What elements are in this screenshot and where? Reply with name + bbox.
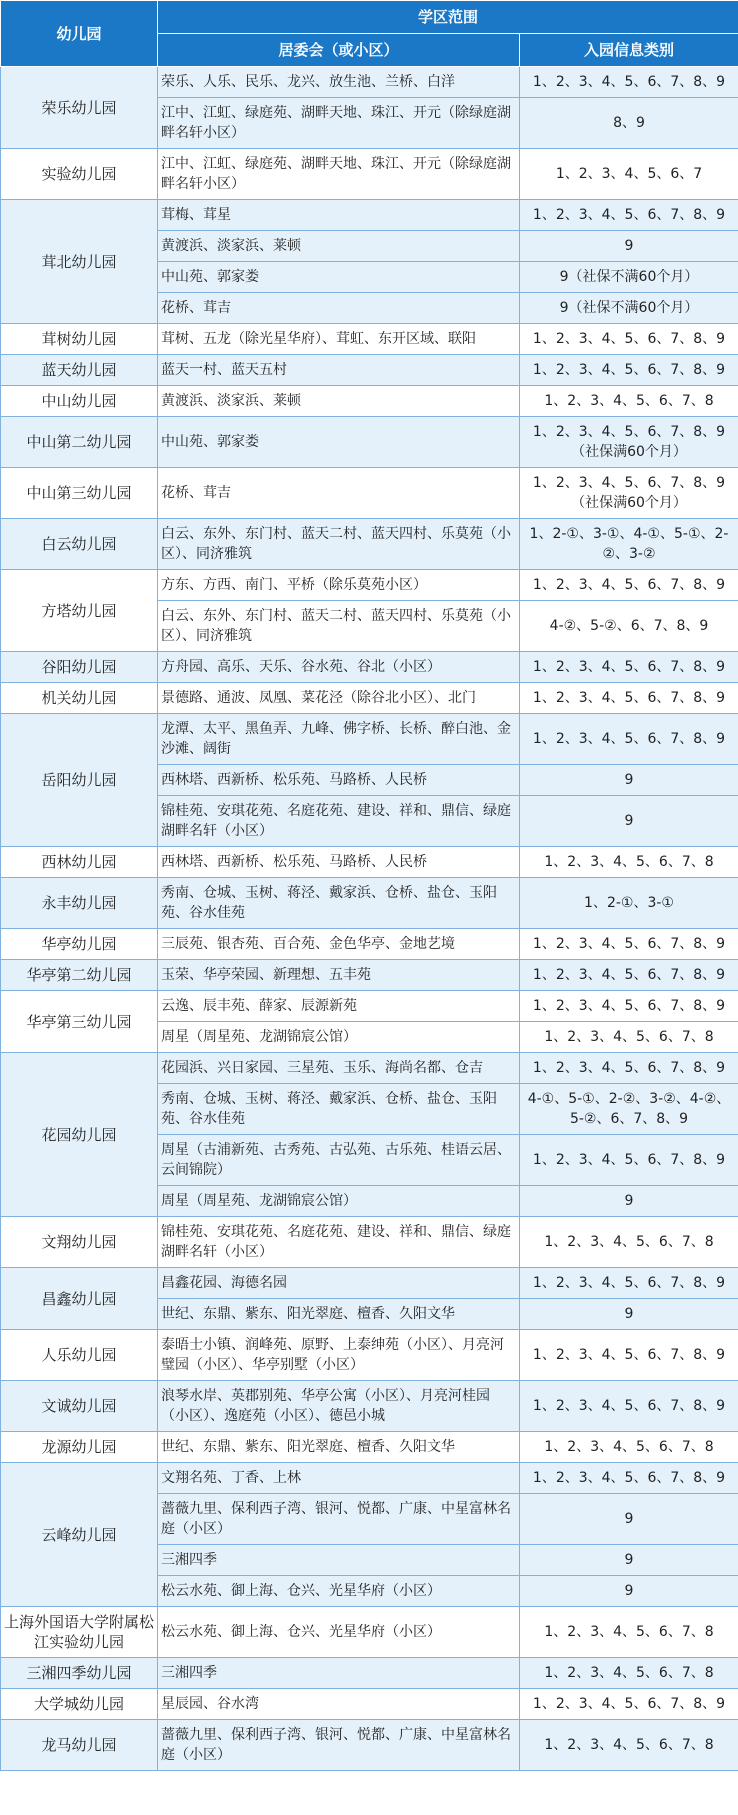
kindergarten-group [1,1720,738,1771]
table-row [1,1689,738,1720]
kindergarten-name: 文翔幼儿园 [1,1217,158,1268]
table-row [1,847,738,878]
category-cell: 1、2、3、4、5、6、7、8 [520,1607,738,1658]
table-row [1,67,738,98]
kindergarten-name: 茸北幼儿园 [1,200,158,324]
category-cell: 9 [520,1576,738,1607]
table-row [1,960,738,991]
kindergarten-group [1,1330,738,1381]
table-row [1,355,738,386]
category-cell: 8、9 [520,98,738,149]
category-cell: 1、2、3、4、5、6、7、8、9 [520,1268,738,1299]
community-cell: 三湘四季 [158,1545,520,1576]
kindergarten-group [1,847,738,878]
table-row [1,1607,738,1658]
community-cell: 西林塔、西新桥、松乐苑、马路桥、人民桥 [158,847,520,878]
community-cell: 周星（周星苑、龙湖锦宸公馆） [158,1022,520,1053]
community-cell: 玉荣、华亭荣园、新理想、五丰苑 [158,960,520,991]
category-cell: 4-②、5-②、6、7、8、9 [520,601,738,652]
kindergarten-name: 上海外国语大学附属松江实验幼儿园 [1,1607,158,1658]
category-cell: 1、2、3、4、5、6、7、8 [520,1432,738,1463]
kindergarten-group [1,386,738,417]
category-cell: 1、2、3、4、5、6、7、8 [520,1720,738,1771]
kindergarten-group [1,200,738,324]
community-cell: 蓝天一村、蓝天五村 [158,355,520,386]
community-cell: 白云、东外、东门村、蓝天二村、蓝天四村、乐莫苑（小区）、同济雅筑 [158,519,520,570]
category-cell: 1、2、3、4、5、6、7 [520,149,738,200]
kindergarten-group [1,683,738,714]
kindergarten-name: 中山幼儿园 [1,386,158,417]
community-cell: 蔷薇九里、保利西子湾、银河、悦都、广康、中星富林名庭（小区） [158,1494,520,1545]
kindergarten-name: 花园幼儿园 [1,1053,158,1217]
header-community: 居委会（或小区） [158,34,520,67]
kindergarten-name: 人乐幼儿园 [1,1330,158,1381]
table-row [1,570,738,601]
category-cell: 1、2、3、4、5、6、7、8、9 [520,67,738,98]
community-cell: 云逸、辰丰苑、薛家、辰源新苑 [158,991,520,1022]
category-cell: 9（社保不满60个月） [520,262,738,293]
community-cell: 三湘四季 [158,1658,520,1689]
table-row [1,929,738,960]
table-row [1,386,738,417]
community-cell: 黄渡浜、淡家浜、莱顿 [158,231,520,262]
category-cell: 1、2、3、4、5、6、7、8 [520,1022,738,1053]
community-cell: 花桥、茸吉 [158,468,520,519]
kindergarten-name: 蓝天幼儿园 [1,355,158,386]
table-row [1,324,738,355]
table-row [1,1381,738,1432]
community-cell: 白云、东外、东门村、蓝天二村、蓝天四村、乐莫苑（小区）、同济雅筑 [158,601,520,652]
kindergarten-group [1,1432,738,1463]
category-cell: 9 [520,1299,738,1330]
kindergarten-group [1,1463,738,1607]
table-row [1,1053,738,1084]
community-cell: 泰晤士小镇、润峰苑、原野、上泰绅苑（小区）、月亮河璧园（小区）、华亭别墅（小区） [158,1330,520,1381]
category-cell: 9 [520,765,738,796]
table-row [1,1658,738,1689]
category-cell: 1、2、3、4、5、6、7、8、9 [520,652,738,683]
kindergarten-group [1,652,738,683]
kindergarten-group [1,519,738,570]
table-row [1,683,738,714]
community-cell: 中山苑、郭家娄 [158,262,520,293]
header-category: 入园信息类别 [520,34,738,67]
category-cell: 1、2、3、4、5、6、7、8、9 [520,991,738,1022]
community-cell: 周星（古浦新苑、古秀苑、古弘苑、古乐苑、桂语云居、云间锦院） [158,1135,520,1186]
kindergarten-group [1,991,738,1053]
category-cell: 1、2、3、4、5、6、7、8、9 [520,570,738,601]
category-cell: 1、2、3、4、5、6、7、8、9 [520,1330,738,1381]
table-row [1,468,738,519]
community-cell: 江中、江虹、绿庭苑、湖畔天地、珠江、开元（除绿庭湖畔名轩小区） [158,98,520,149]
category-cell: 9 [520,796,738,847]
kindergarten-group [1,1689,738,1720]
kindergarten-group [1,468,738,519]
kindergarten-group [1,324,738,355]
table-row [1,991,738,1022]
kindergarten-group [1,878,738,929]
kindergarten-name: 实验幼儿园 [1,149,158,200]
kindergarten-name: 昌鑫幼儿园 [1,1268,158,1330]
kindergarten-name: 永丰幼儿园 [1,878,158,929]
table-row [1,652,738,683]
kindergarten-group [1,1217,738,1268]
community-cell: 花园浜、兴日家园、三星苑、玉乐、海尚名都、仓吉 [158,1053,520,1084]
kindergarten-group [1,417,738,468]
community-cell: 浪琴水岸、英郡别苑、华亭公寓（小区）、月亮河桂园（小区）、逸庭苑（小区）、德邑小城 [158,1381,520,1432]
community-cell: 世纪、东鼎、紫东、阳光翠庭、檀香、久阳文华 [158,1432,520,1463]
kindergarten-name: 龙马幼儿园 [1,1720,158,1771]
category-cell: 1、2、3、4、5、6、7、8、9 [520,960,738,991]
kindergarten-group [1,714,738,847]
category-cell: 1、2、3、4、5、6、7、8、9 [520,714,738,765]
category-cell: 1、2-①、3-① [520,878,738,929]
community-cell: 锦桂苑、安琪花苑、名庭花苑、建设、祥和、鼎信、绿庭湖畔名轩（小区） [158,796,520,847]
category-cell: 1、2-①、3-①、4-①、5-①、2-②、3-② [520,519,738,570]
kindergarten-name: 云峰幼儿园 [1,1463,158,1607]
community-cell: 文翔名苑、丁香、上林 [158,1463,520,1494]
community-cell: 世纪、东鼎、紫东、阳光翠庭、檀香、久阳文华 [158,1299,520,1330]
kindergarten-name: 龙源幼儿园 [1,1432,158,1463]
category-cell: 4-①、5-①、2-②、3-②、4-②、5-②、6、7、8、9 [520,1084,738,1135]
category-cell: 1、2、3、4、5、6、7、8、9 [520,1689,738,1720]
table-row [1,1432,738,1463]
community-cell: 秀南、仓城、玉树、蒋泾、戴家浜、仓桥、盐仓、玉阳苑、谷水佳苑 [158,1084,520,1135]
kindergarten-name: 西林幼儿园 [1,847,158,878]
kindergarten-name: 中山第二幼儿园 [1,417,158,468]
category-cell: 1、2、3、4、5、6、7、8 [520,1658,738,1689]
kindergarten-name: 岳阳幼儿园 [1,714,158,847]
kindergarten-group [1,960,738,991]
kindergarten-name: 文诚幼儿园 [1,1381,158,1432]
table-row [1,1217,738,1268]
kindergarten-name: 方塔幼儿园 [1,570,158,652]
category-cell: 1、2、3、4、5、6、7、8、9 [520,355,738,386]
community-cell: 茸树、五龙（除光星华府）、茸虹、东开区域、联阳 [158,324,520,355]
table-row [1,714,738,765]
category-cell: 1、2、3、4、5、6、7、8、9 [520,1463,738,1494]
kindergarten-group [1,1381,738,1432]
kindergarten-name: 谷阳幼儿园 [1,652,158,683]
table-row [1,200,738,231]
community-cell: 龙潭、太平、黑鱼弄、九峰、佛字桥、长桥、醉白池、金沙滩、阔街 [158,714,520,765]
category-cell: 1、2、3、4、5、6、7、8、9 [520,324,738,355]
category-cell: 1、2、3、4、5、6、7、8、9 [520,683,738,714]
community-cell: 蔷薇九里、保利西子湾、银河、悦都、广康、中星富林名庭（小区） [158,1720,520,1771]
community-cell: 昌鑫花园、海德名园 [158,1268,520,1299]
kindergarten-name: 机关幼儿园 [1,683,158,714]
category-cell: 1、2、3、4、5、6、7、8 [520,847,738,878]
kindergarten-name: 中山第三幼儿园 [1,468,158,519]
category-cell: 1、2、3、4、5、6、7、8、9（社保满60个月） [520,468,738,519]
category-cell: 9 [520,1545,738,1576]
community-cell: 秀南、仓城、玉树、蒋泾、戴家浜、仓桥、盐仓、玉阳苑、谷水佳苑 [158,878,520,929]
community-cell: 江中、江虹、绿庭苑、湖畔天地、珠江、开元（除绿庭湖畔名轩小区） [158,149,520,200]
category-cell: 9 [520,231,738,262]
category-cell: 9 [520,1494,738,1545]
category-cell: 9（社保不满60个月） [520,293,738,324]
category-cell: 1、2、3、4、5、6、7、8、9 [520,1135,738,1186]
kindergarten-name: 三湘四季幼儿园 [1,1658,158,1689]
community-cell: 松云水苑、御上海、仓兴、光星华府（小区） [158,1576,520,1607]
kindergarten-name: 华亭幼儿园 [1,929,158,960]
kindergarten-name: 茸树幼儿园 [1,324,158,355]
community-cell: 景德路、通波、凤凰、菜花泾（除谷北小区）、北门 [158,683,520,714]
community-cell: 松云水苑、御上海、仓兴、光星华府（小区） [158,1607,520,1658]
category-cell: 1、2、3、4、5、6、7、8、9 [520,200,738,231]
table-row [1,1463,738,1494]
community-cell: 荣乐、人乐、民乐、龙兴、放生池、兰桥、白洋 [158,67,520,98]
category-cell: 1、2、3、4、5、6、7、8、9 [520,1381,738,1432]
category-cell: 1、2、3、4、5、6、7、8、9 [520,1053,738,1084]
header-district: 学区范围 [158,1,738,34]
kindergarten-name: 白云幼儿园 [1,519,158,570]
table-row [1,1720,738,1771]
kindergarten-group [1,1607,738,1658]
category-cell: 1、2、3、4、5、6、7、8 [520,1217,738,1268]
kindergarten-group [1,149,738,200]
community-cell: 锦桂苑、安琪花苑、名庭花苑、建设、祥和、鼎信、绿庭湖畔名轩（小区） [158,1217,520,1268]
table-row [1,1268,738,1299]
community-cell: 西林塔、西新桥、松乐苑、马路桥、人民桥 [158,765,520,796]
kindergarten-name: 大学城幼儿园 [1,1689,158,1720]
kindergarten-group [1,929,738,960]
table-row [1,417,738,468]
category-cell: 9 [520,1186,738,1217]
table-row [1,878,738,929]
community-cell: 星辰园、谷水湾 [158,1689,520,1720]
kindergarten-group [1,570,738,652]
table-row [1,519,738,570]
category-cell: 1、2、3、4、5、6、7、8、9（社保满60个月） [520,417,738,468]
community-cell: 三辰苑、银杏苑、百合苑、金色华亭、金地艺境 [158,929,520,960]
community-cell: 方舟园、高乐、天乐、谷水苑、谷北（小区） [158,652,520,683]
community-cell: 茸梅、茸星 [158,200,520,231]
community-cell: 花桥、茸吉 [158,293,520,324]
kindergarten-group [1,1268,738,1330]
category-cell: 1、2、3、4、5、6、7、8、9 [520,929,738,960]
table-header [1,1,738,67]
table-row [1,1330,738,1381]
header-kindergarten: 幼儿园 [1,1,158,67]
kindergarten-group [1,1658,738,1689]
table-row [1,149,738,200]
kindergarten-name: 荣乐幼儿园 [1,67,158,149]
kindergarten-group [1,67,738,149]
community-cell: 方东、方西、南门、平桥（除乐莫苑小区） [158,570,520,601]
community-cell: 中山苑、郭家娄 [158,417,520,468]
kindergarten-group [1,355,738,386]
kindergarten-group [1,1053,738,1217]
category-cell: 1、2、3、4、5、6、7、8 [520,386,738,417]
community-cell: 周星（周星苑、龙湖锦宸公馆） [158,1186,520,1217]
community-cell: 黄渡浜、淡家浜、莱顿 [158,386,520,417]
kindergarten-name: 华亭第二幼儿园 [1,960,158,991]
kindergarten-name: 华亭第三幼儿园 [1,991,158,1053]
